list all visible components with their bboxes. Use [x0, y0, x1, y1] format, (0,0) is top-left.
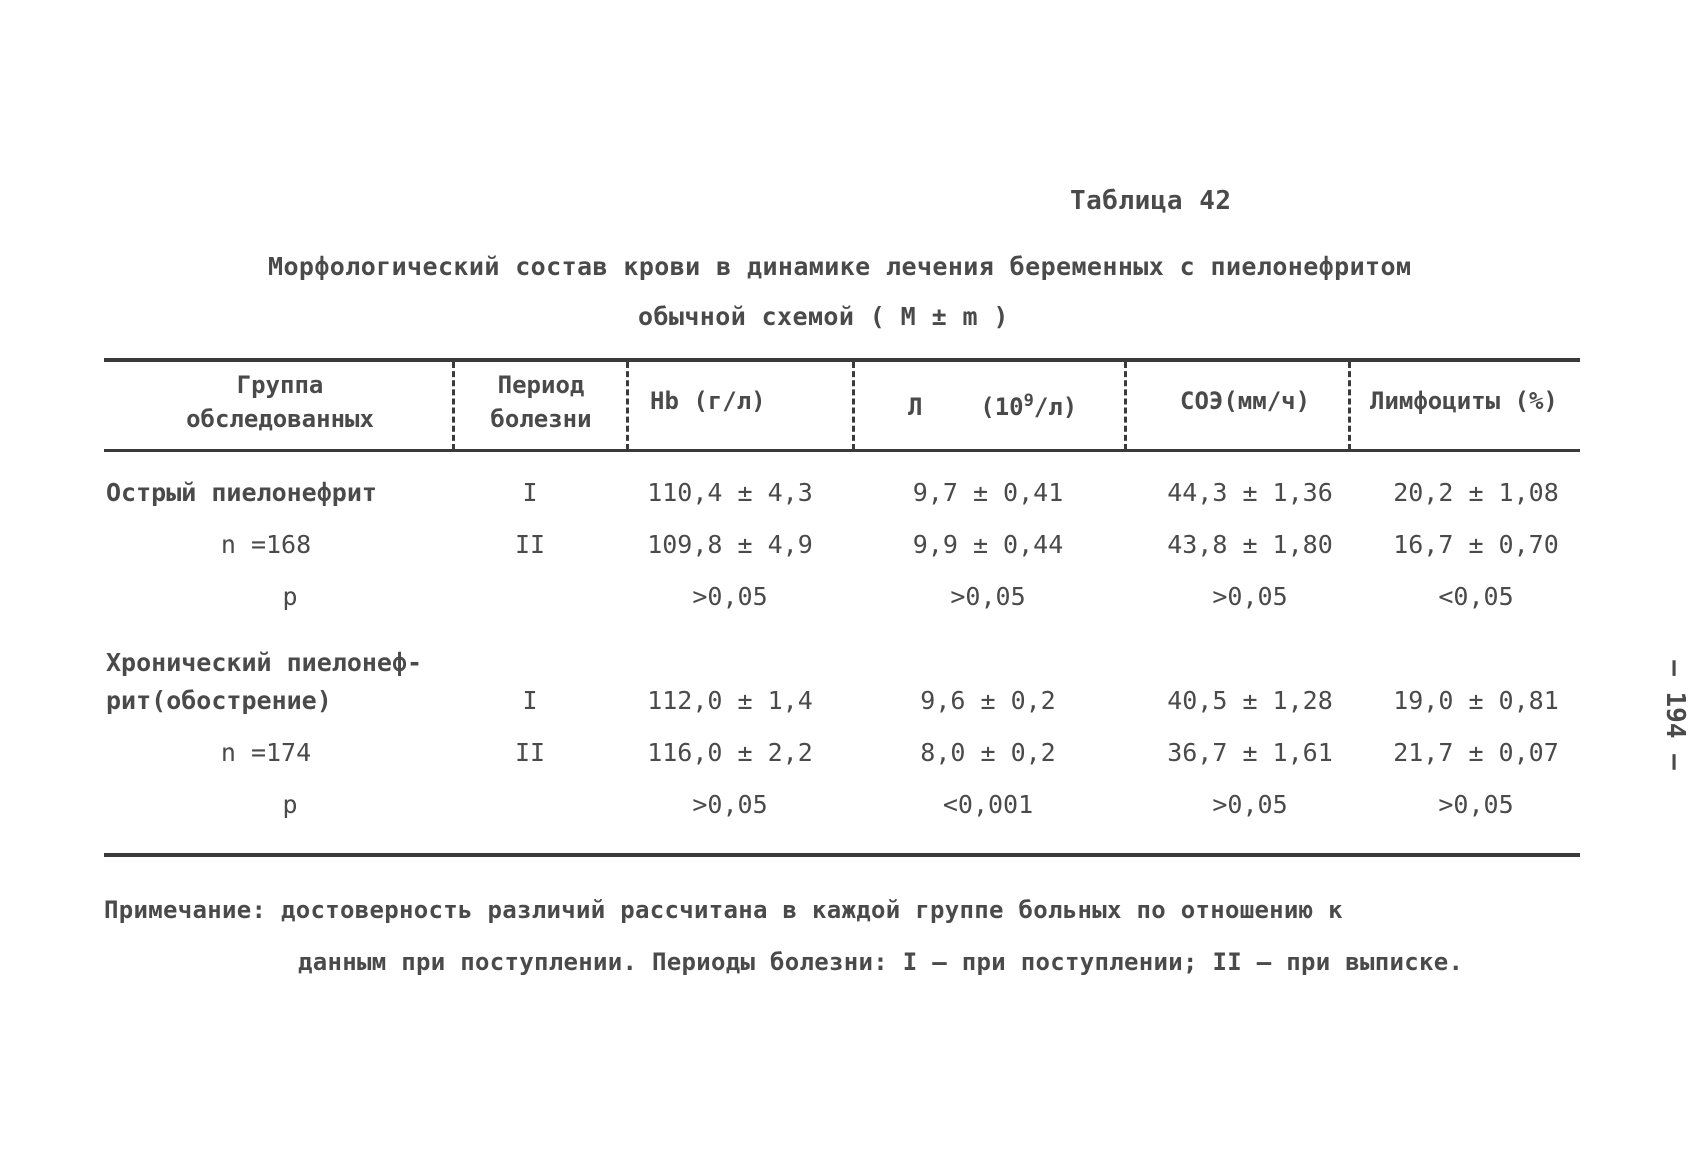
row-hb: 112,0 ± 1,4 — [647, 686, 813, 715]
table-title-line2: обычной схемой ( M ± m ) — [638, 302, 1009, 331]
row-hb: >0,05 — [692, 790, 768, 819]
table-bottom-rule — [104, 853, 1580, 857]
table-header-rule — [104, 449, 1580, 452]
row-leukocytes: 9,7 ± 0,41 — [912, 478, 1064, 507]
header-group-line2: обследованных — [186, 405, 374, 433]
row-lymphocytes: >0,05 — [1438, 790, 1514, 819]
row-leukocytes: 9,9 ± 0,44 — [912, 530, 1064, 559]
row-group: Острый пиелонефрит — [106, 478, 377, 507]
row-group-line1: Хронический пиелонеф- — [106, 648, 423, 677]
row-lymphocytes: <0,05 — [1438, 582, 1514, 611]
header-separator — [626, 362, 629, 450]
header-group-line1: Группа — [236, 371, 324, 399]
row-lymphocytes: 21,7 ± 0,07 — [1393, 738, 1559, 767]
row-soe: 36,7 ± 1,61 — [1167, 738, 1333, 767]
header-period — [458, 368, 624, 436]
row-group: p — [282, 582, 298, 611]
header-leukocytes — [908, 384, 1077, 424]
row-leukocytes: 9,6 ± 0,2 — [920, 686, 1056, 715]
row-hb: 116,0 ± 2,2 — [647, 738, 813, 767]
row-soe: 43,8 ± 1,80 — [1167, 530, 1333, 559]
note-line1: Примечание: достоверность различий рассчитана в каждой группе больных по отношению к — [104, 896, 1343, 924]
row-group: рит(обострение) — [106, 686, 332, 715]
row-group: p — [282, 790, 298, 819]
header-separator — [452, 362, 455, 450]
row-hb: >0,05 — [692, 582, 768, 611]
row-soe: >0,05 — [1212, 790, 1288, 819]
header-period-line2: болезни — [490, 405, 592, 433]
row-leukocytes: >0,05 — [950, 582, 1026, 611]
row-group: n =168 — [220, 530, 312, 559]
note-line2: данным при поступлении. Периоды болезни: I – при поступлении; II – при выписке. — [298, 948, 1464, 976]
row-period: II — [514, 738, 546, 767]
row-group: n =174 — [220, 738, 312, 767]
table-title-line1: Морфологический состав крови в динамике лечения беременных с пиелонефритом — [268, 252, 1412, 281]
row-hb: 109,8 ± 4,9 — [647, 530, 813, 559]
row-period: I — [522, 478, 538, 507]
header-hb: Hb (г/л) — [650, 387, 766, 415]
row-lymphocytes: 20,2 ± 1,08 — [1393, 478, 1559, 507]
header-lymphocytes: Лимфоциты (%) — [1370, 387, 1558, 415]
header-l-prefix: Л — [908, 393, 923, 421]
row-lymphocytes: 19,0 ± 0,81 — [1393, 686, 1559, 715]
row-hb: 110,4 ± 4,3 — [647, 478, 813, 507]
header-l-exponent: 9 — [1023, 391, 1034, 411]
row-soe: 40,5 ± 1,28 — [1167, 686, 1333, 715]
header-separator — [1348, 362, 1351, 450]
header-l-unit-end: /л) — [1033, 393, 1078, 421]
page-number: – 194 – — [1659, 660, 1690, 770]
row-period: I — [522, 686, 538, 715]
row-leukocytes: 8,0 ± 0,2 — [920, 738, 1056, 767]
table-top-rule — [104, 358, 1580, 362]
row-leukocytes: <0,001 — [942, 790, 1034, 819]
header-soe: СОЭ(мм/ч) — [1180, 387, 1311, 415]
row-soe: >0,05 — [1212, 582, 1288, 611]
row-soe: 44,3 ± 1,36 — [1167, 478, 1333, 507]
header-separator — [852, 362, 855, 450]
header-separator — [1124, 362, 1127, 450]
row-lymphocytes: 16,7 ± 0,70 — [1393, 530, 1559, 559]
table-label: Таблица 42 — [1070, 186, 1232, 216]
header-period-line1: Период — [497, 371, 585, 399]
row-period: II — [514, 530, 546, 559]
header-l-unit: (10 — [980, 393, 1024, 421]
header-group — [110, 368, 450, 436]
